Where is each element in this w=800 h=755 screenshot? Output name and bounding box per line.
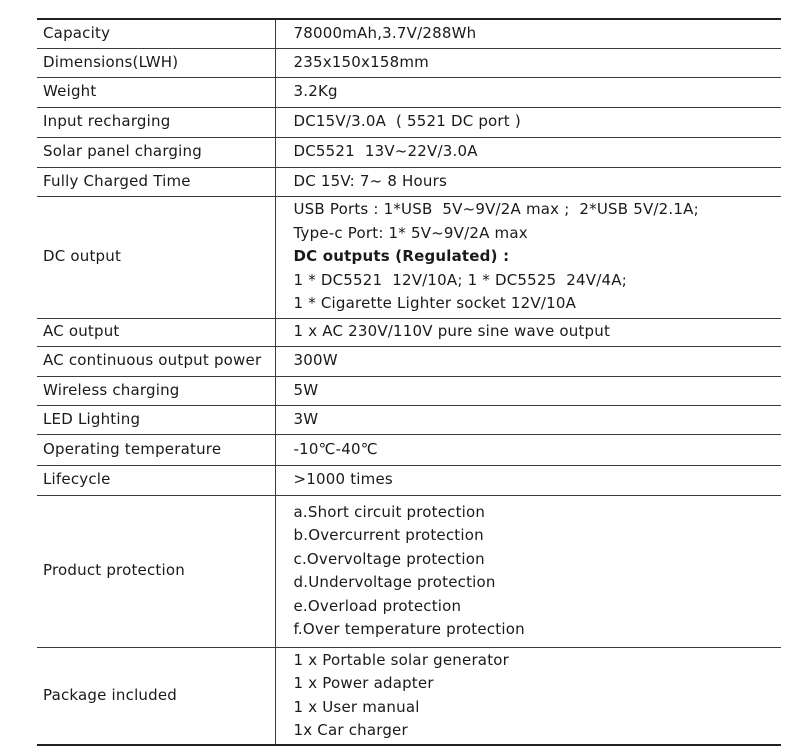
row-ac-output [37, 318, 781, 346]
row-input-recharging [37, 107, 781, 137]
row-wireless-charging [37, 376, 781, 405]
dc-output-dc-ports: 1 * DC5521 12V/10A; 1 * DC5525 24V/4A; [293, 270, 627, 289]
protection-item: e.Overload protection [293, 596, 462, 615]
protection-item: c.Overvoltage protection [293, 549, 485, 568]
dc-output-usb-ports: USB Ports : 1*USB 5V~9V/2A max ; 2*USB 5V/2.1A; [293, 200, 699, 219]
fully-charged-time-label: Fully Charged Time [37, 167, 275, 196]
row-led-lighting [37, 405, 781, 434]
input-recharging-value: DC15V/3.0A ( 5521 DC port ) [275, 107, 781, 137]
operating-temperature-value: -10℃-40℃ [275, 434, 781, 465]
capacity-value: 78000mAh,3.7V/288Wh [275, 19, 781, 48]
dc-output-value [275, 196, 781, 318]
capacity-label: Capacity [37, 19, 275, 48]
product-protection-label: Product protection [37, 495, 275, 647]
ac-continuous-output-power-label: AC continuous output power [37, 346, 275, 376]
ac-continuous-output-power-value: 300W [275, 346, 781, 376]
weight-value: 3.2Kg [275, 77, 781, 107]
dc-output-cigarette-socket: 1 * Cigarette Lighter socket 12V/10A [293, 294, 577, 313]
row-ac-continuous-output-power [37, 346, 781, 376]
dimensions-label: Dimensions(LWH) [37, 48, 275, 77]
protection-item: b.Overcurrent protection [293, 526, 484, 544]
row-dc-output [37, 196, 781, 318]
fully-charged-time-value: DC 15V: 7~ 8 Hours [275, 167, 781, 196]
protection-item: d.Undervoltage protection [293, 573, 496, 591]
dimensions-value: 235x150x158mm [275, 48, 781, 77]
row-solar-panel-charging [37, 137, 781, 167]
dc-output-label: DC output [37, 196, 275, 318]
row-dimensions [37, 48, 781, 77]
lifecycle-value: >1000 times [275, 465, 781, 495]
row-product-protection [37, 495, 781, 647]
row-package-included [37, 647, 781, 745]
ac-output-value: 1 x AC 230V/110V pure sine wave output [275, 318, 781, 346]
led-lighting-label: LED Lighting [37, 405, 275, 434]
dc-output-type-c-port: Type-c Port: 1* 5V~9V/2A max [293, 223, 528, 242]
package-included-label: Package included [37, 647, 275, 745]
row-fully-charged-time [37, 167, 781, 196]
dc-outputs-regulated-heading: DC outputs (Regulated) : [293, 247, 510, 266]
product-protection-value [275, 495, 781, 647]
solar-panel-charging-label: Solar panel charging [37, 137, 275, 167]
solar-panel-charging-value: DC5521 13V~22V/3.0A [275, 137, 781, 167]
package-item: 1 x User manual [293, 697, 420, 716]
ac-output-label: AC output [37, 318, 275, 346]
package-item: 1 x Portable solar generator [293, 650, 510, 669]
weight-label: Weight [37, 77, 275, 107]
operating-temperature-label: Operating temperature [37, 434, 275, 465]
wireless-charging-value: 5W [275, 376, 781, 405]
row-operating-temperature [37, 434, 781, 465]
row-weight [37, 77, 781, 107]
package-item: 1 x Power adapter [293, 674, 434, 693]
wireless-charging-label: Wireless charging [37, 376, 275, 405]
input-recharging-label: Input recharging [37, 107, 275, 137]
package-included-value [275, 647, 781, 745]
row-capacity [37, 19, 781, 48]
protection-item: f.Over temperature protection [293, 620, 525, 638]
package-item: 1x Car charger [293, 721, 408, 740]
protection-item: a.Short circuit protection [293, 502, 486, 521]
spec-table [37, 18, 781, 746]
lifecycle-label: Lifecycle [37, 465, 275, 495]
row-lifecycle [37, 465, 781, 495]
led-lighting-value: 3W [275, 405, 781, 434]
